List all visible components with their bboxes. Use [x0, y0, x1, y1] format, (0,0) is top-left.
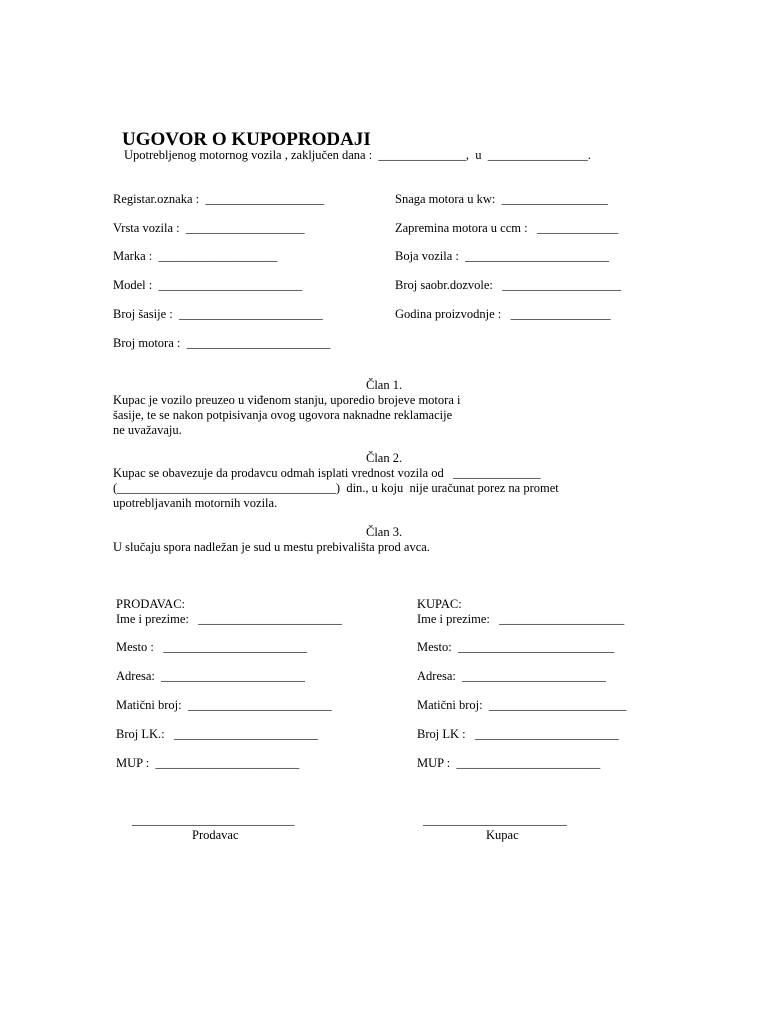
buyer-name-field: Ime i prezime: ____________________: [417, 612, 625, 626]
seller-address-field: Adresa: _______________________: [116, 669, 305, 683]
field-production-year: Godina proizvodnje : ________________: [395, 307, 611, 321]
field-make: Marka : ___________________: [113, 249, 278, 263]
seller-signature-line: __________________________: [132, 813, 295, 827]
article-1-line: Kupac je vozilo preuzeo u viđenom stanju, uporedio brojeve motora i: [113, 393, 461, 407]
seller-city-field: Mesto : _______________________: [116, 640, 307, 654]
field-vehicle-type: Vrsta vozila : ___________________: [113, 221, 305, 235]
buyer-signature-line: _______________________: [423, 813, 567, 827]
article-2-heading: Član 2.: [366, 451, 403, 465]
seller-id-number-field: Matični broj: _______________________: [116, 698, 332, 712]
seller-id-card-field: Broj LK.: _______________________: [116, 727, 318, 741]
article-2-line: Kupac se obavezuje da prodavcu odmah isplati vrednost vozila od ______________: [113, 466, 541, 480]
article-2-line: (___________________________________) din., u koju nije uračunat porez na promet: [113, 481, 559, 495]
article-2-line: upotrebljavanih motornih vozila.: [113, 496, 278, 510]
article-3-line: U slučaju spora nadležan je sud u mestu prebivališta prod avca.: [113, 540, 430, 554]
field-chassis-number: Broj šasije : _______________________: [113, 307, 323, 321]
field-registration: Registar.oznaka : ___________________: [113, 192, 325, 206]
field-engine-power: Snaga motora u kw: _________________: [395, 192, 608, 206]
article-1-line: ne uvažavaju.: [113, 423, 182, 437]
buyer-city-field: Mesto: _________________________: [417, 640, 615, 654]
seller-name-field: Ime i prezime: _______________________: [116, 612, 343, 626]
field-engine-volume: Zapremina motora u ccm : _____________: [395, 221, 619, 235]
field-model: Model : _______________________: [113, 278, 303, 292]
contract-title: UGOVOR O KUPOPRODAJI: [122, 129, 371, 150]
buyer-heading: KUPAC:: [417, 597, 462, 611]
seller-mup-field: MUP : _______________________: [116, 756, 300, 770]
buyer-signature-label: Kupac: [486, 828, 519, 842]
article-3-heading: Član 3.: [366, 525, 403, 539]
seller-signature-label: Prodavac: [192, 828, 239, 842]
buyer-address-field: Adresa: _______________________: [417, 669, 606, 683]
buyer-mup-field: MUP : _______________________: [417, 756, 601, 770]
field-color: Boja vozila : _______________________: [395, 249, 609, 263]
article-1-line: šasije, te se nakon potpisivanja ovog ugovora naknadne reklamacije: [113, 408, 453, 422]
buyer-id-card-field: Broj LK : _______________________: [417, 727, 619, 741]
field-engine-number: Broj motora : _______________________: [113, 336, 331, 350]
buyer-id-number-field: Matični broj: ______________________: [417, 698, 627, 712]
contract-subtitle: Upotrebljenog motornog vozila , zaključen dana : ______________, u ________________.: [124, 148, 591, 162]
seller-heading: PRODAVAC:: [116, 597, 186, 611]
field-registration-permit: Broj saobr.dozvole: ___________________: [395, 278, 622, 292]
article-1-heading: Član 1.: [366, 378, 403, 392]
